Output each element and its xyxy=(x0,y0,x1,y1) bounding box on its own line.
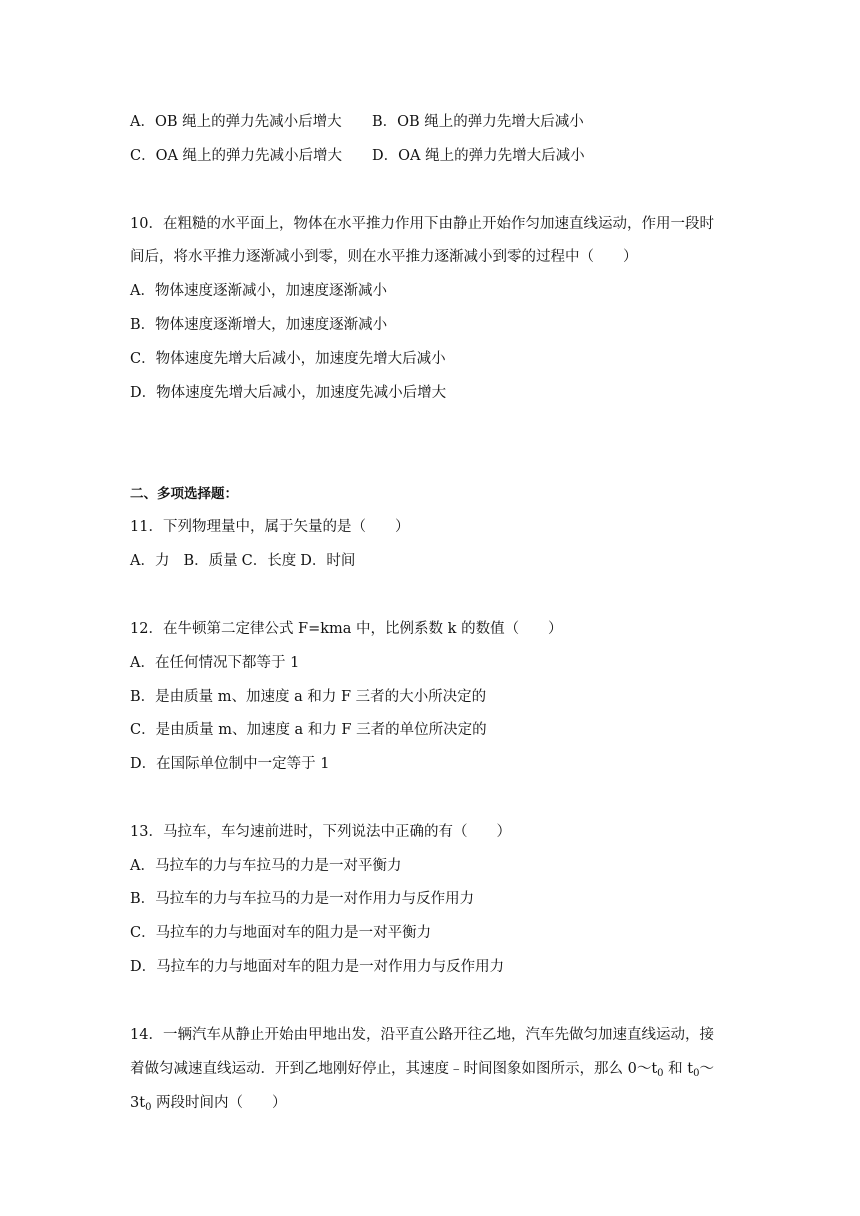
q12-option-b: B．是由质量 m、加速度 a 和力 F 三者的大小所决定的 xyxy=(130,689,487,705)
q9-option-b: B．OB 绳上的弹力先增大后减小 xyxy=(372,114,584,130)
q13-option-b: B．马拉车的力与车拉马的力是一对作用力与反作用力 xyxy=(130,891,475,907)
section-title: 二、多项选择题： xyxy=(130,486,238,502)
q11-options xyxy=(130,551,355,571)
q14-subscript: 0 xyxy=(145,1102,152,1113)
q12-option-d: D．在国际单位制中一定等于 1 xyxy=(130,756,330,772)
q14-stem-line3-pre: 3t xyxy=(130,1095,146,1111)
q9-option-d: D．OA 绳上的弹力先增大后减小 xyxy=(372,148,585,164)
q12-stem: 12．在牛顿第二定律公式 F=kma 中，比例系数 k 的数值（ ） xyxy=(130,621,563,637)
q11-option-b: B．质量 xyxy=(183,553,238,569)
q14-stem-line3-post: 两段时间内（ ） xyxy=(151,1095,287,1111)
q12-option-a: A．在任何情况下都等于 1 xyxy=(130,655,300,671)
q10-option-c: C．物体速度先增大后减小，加速度先增大后减小 xyxy=(130,351,446,367)
q14-stem-line2-text: 着做匀减速直线运动．开到乙地刚好停止，其速度﹣时间图象如图所示，那么 0～t xyxy=(130,1061,658,1077)
q14-subscript: 0 xyxy=(657,1068,664,1079)
q11-option-d: D．时间 xyxy=(300,553,356,569)
q11-option-c: C．长度 xyxy=(241,553,297,569)
q10-option-d: D．物体速度先增大后减小，加速度先减小后增大 xyxy=(130,385,447,401)
q10-option-b: B．物体速度逐渐增大，加速度逐渐减小 xyxy=(130,317,388,333)
q13-option-c: C．马拉车的力与地面对车的阻力是一对平衡力 xyxy=(130,925,432,941)
q10-stem-line2: 间后，将水平推力逐渐减小到零，则在水平推力逐渐减小到零的过程中（ ） xyxy=(130,249,638,265)
q14-stem-line3 xyxy=(130,1093,287,1113)
q14-stem-line2-tail: ～ xyxy=(699,1061,714,1077)
q13-option-a: A．马拉车的力与车拉马的力是一对平衡力 xyxy=(130,858,402,874)
q10-option-a: A．物体速度逐渐减小，加速度逐渐减小 xyxy=(130,283,387,299)
q13-stem: 13．马拉车，车匀速前进时，下列说法中正确的有（ ） xyxy=(130,824,511,840)
q14-stem-line1: 14．一辆汽车从静止开始由甲地出发，沿平直公路开往乙地，汽车先做匀加速直线运动，接 xyxy=(130,1027,714,1043)
q14-stem-line2 xyxy=(130,1059,714,1079)
q11-option-a: A．力 xyxy=(130,553,170,569)
q9-option-a: A．OB 绳上的弹力先减小后增大 xyxy=(130,114,342,130)
q11-stem: 11．下列物理量中，属于矢量的是（ ） xyxy=(130,519,410,535)
q10-stem-line1: 10．在粗糙的水平面上，物体在水平推力作用下由静止开始作匀加速直线运动，作用一段时 xyxy=(130,216,714,232)
q14-subscript: 0 xyxy=(693,1068,700,1079)
q13-option-d: D．马拉车的力与地面对车的阻力是一对作用力与反作用力 xyxy=(130,959,505,975)
q14-stem-line2-mid: 和 t xyxy=(663,1061,694,1077)
q12-option-c: C．是由质量 m、加速度 a 和力 F 三者的单位所决定的 xyxy=(130,722,487,738)
q9-option-c: C．OA 绳上的弹力先减小后增大 xyxy=(130,148,343,164)
